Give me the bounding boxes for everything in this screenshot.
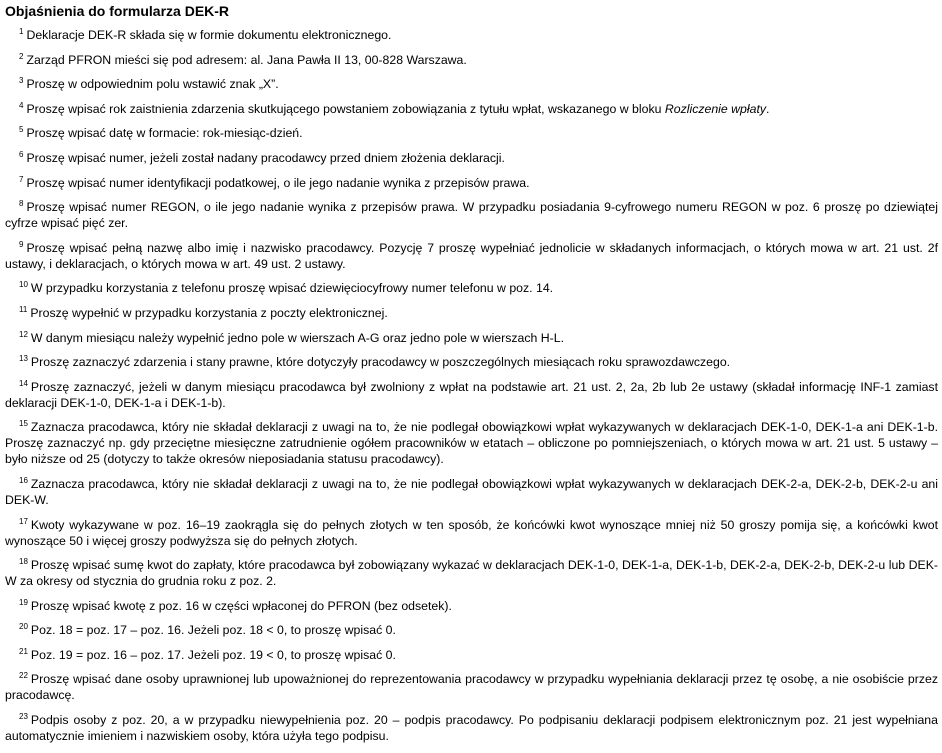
footnote-number: 15 bbox=[19, 419, 28, 429]
footnote-number: 17 bbox=[19, 516, 28, 526]
footnote-number: 4 bbox=[19, 100, 24, 110]
footnote-italic-text: Rozliczenie wpłaty bbox=[664, 101, 767, 116]
footnote-number: 20 bbox=[19, 622, 28, 632]
footnote-item bbox=[5, 476, 938, 508]
footnote-text: Proszę wypełnić w przypadku korzystania z poczty elektronicznej. bbox=[30, 305, 388, 320]
footnote-text: Proszę wpisać numer identyfikacji podatkowej, o ile jego nadanie wynika z przepisów prawa. bbox=[26, 175, 530, 190]
footnote-item bbox=[5, 175, 938, 191]
footnote-item bbox=[5, 125, 938, 141]
footnote-number: 11 bbox=[19, 304, 28, 314]
footnote-text-end: . bbox=[766, 101, 770, 116]
footnote-text: Zaznacza pracodawca, który nie składał deklaracji z uwagi na to, że nie podlegał obowiązkowi wpłat wykazywanych w deklaracjach DEK-1-0, DEK-1-a ani DEK-1-b. Proszę zaznaczyć np. gdy przeciętne miesięczne zatrudnienie ogółem pracowników w etatach – obliczone po pomniejszeniach, o których mowa w art. 21 ust. 5 ustawy – było niższe od 25 (dotyczy to także okresów nieposiadania statusu pracodawcy). bbox=[5, 420, 938, 467]
footnote-number: 14 bbox=[19, 378, 28, 388]
footnote-number: 6 bbox=[19, 149, 24, 159]
footnote-text: Kwoty wykazywane w poz. 16–19 zaokrągla się do pełnych złotych w ten sposób, że końcówki kwot wynoszące mniej niż 50 groszy pomija się, a końcówki kwot wynoszące 50 i więcej groszy podwyższa się do pełnych złotych. bbox=[5, 517, 938, 548]
footnote-item bbox=[5, 240, 938, 272]
footnote-number: 18 bbox=[19, 557, 28, 567]
footnote-number: 8 bbox=[19, 199, 24, 209]
footnote-text: Proszę zaznaczyć, jeżeli w danym miesiącu pracodawca był zwolniony z wpłat na podstawie art. 21 ust. 2, 2a, 2b lub 2e ustawy (składał informację INF-1 zamiast deklaracji DEK-1-0, DEK-1-a i DEK-1-b). bbox=[5, 379, 938, 410]
footnote-text: Proszę zaznaczyć zdarzenia i stany prawne, które dotyczyły pracodawcy w poszczególnych miesiącach roku sprawozdawczego. bbox=[30, 355, 731, 370]
footnote-number: 2 bbox=[19, 51, 24, 61]
footnote-item bbox=[5, 280, 938, 296]
footnote-item bbox=[5, 517, 938, 549]
footnote-text: Poz. 18 = poz. 17 – poz. 16. Jeżeli poz. 18 < 0, to proszę wpisać 0. bbox=[30, 623, 396, 638]
footnote-item bbox=[5, 150, 938, 166]
footnote-item bbox=[5, 598, 938, 614]
footnote-number: 13 bbox=[19, 354, 28, 364]
footnote-number: 7 bbox=[19, 174, 24, 184]
footnote-item bbox=[5, 622, 938, 638]
footnote-number: 10 bbox=[19, 280, 28, 290]
footnote-text: Podpis osoby z poz. 20, a w przypadku niewypełnienia poz. 20 – podpis pracodawcy. Po podpisaniu deklaracji podpisem elektronicznym poz. 21 jest wypełniana automatycznie imieniem i nazwiskiem osoby, która użyła tego podpisu. bbox=[5, 713, 938, 744]
footnote-text: Proszę wpisać rok zaistnienia zdarzenia skutkującego powstaniem zobowiązania z tytułu wpłat, wskazanego w bloku bbox=[26, 101, 665, 116]
footnote-text: Zaznacza pracodawca, który nie składał deklaracji z uwagi na to, że nie podlegał obowiązkowi wpłat wykazywanych w deklaracjach DEK-2-a, DEK-2-b, DEK-2-u ani DEK-W. bbox=[5, 476, 938, 507]
footnote-text: Proszę wpisać dane osoby uprawnionej lub upoważnionej do reprezentowania pracodawcy w przypadku wypełniania deklaracji przez tę osobę, a nie osobiście przez pracodawcę. bbox=[5, 672, 938, 703]
footnote-text: Deklaracje DEK-R składa się w formie dokumentu elektronicznego. bbox=[26, 28, 392, 42]
footnote-text: W danym miesiącu należy wypełnić jedno pole w wierszach A-G oraz jedno pole w wierszach H-L. bbox=[30, 330, 565, 345]
footnote-item bbox=[5, 330, 938, 346]
footnote-item bbox=[5, 101, 938, 117]
footnote-text: Proszę wpisać kwotę z poz. 16 w części wpłaconej do PFRON (bez odsetek). bbox=[30, 598, 452, 613]
footnote-text: Proszę w odpowiednim polu wstawić znak „X”. bbox=[26, 77, 279, 92]
footnote-item bbox=[5, 419, 938, 467]
footnote-number: 16 bbox=[19, 475, 28, 485]
footnote-item bbox=[5, 671, 938, 703]
footnote-number: 19 bbox=[19, 597, 28, 607]
footnote-text: W przypadku korzystania z telefonu proszę wpisać dziewięciocyfrowy numer telefonu w poz. 14. bbox=[30, 281, 554, 296]
footnote-number: 5 bbox=[19, 125, 24, 135]
footnote-number: 9 bbox=[19, 239, 24, 249]
page-title: Objaśnienia do formularza DEK-R bbox=[5, 3, 230, 19]
footnote-item bbox=[5, 76, 938, 92]
notes-list bbox=[5, 27, 938, 744]
footnote-item bbox=[5, 52, 938, 68]
footnote-text: Proszę wpisać datę w formacie: rok-miesiąc-dzień. bbox=[26, 126, 303, 141]
footnote-text: Proszę wpisać pełną nazwę albo imię i nazwisko pracodawcy. Pozycję 7 proszę wypełniać jednolicie w składanych informacjach, o których mowa w art. 21 ust. 2f ustawy, i deklaracjach, o których mowa w art. 49 ust. 2 ustawy. bbox=[5, 240, 938, 271]
footnote-item bbox=[5, 379, 938, 411]
footnote-item bbox=[5, 27, 938, 43]
footnote-item bbox=[5, 305, 938, 321]
footnote-text: Proszę wpisać sumę kwot do zapłaty, które pracodawca był zobowiązany wykazać w deklaracjach DEK-1-0, DEK-1-a, DEK-1-b, DEK-2-a, DEK-2-b, DEK-2-u lub DEK-W za okresy od stycznia do grudnia roku z poz. 2. bbox=[5, 558, 938, 589]
footnote-number: 22 bbox=[19, 671, 28, 681]
footnote-number: 1 bbox=[19, 27, 24, 36]
footnote-text: Proszę wpisać numer REGON, o ile jego nadanie wynika z przepisów prawa. W przypadku posiadania 9-cyfrowego numeru REGON w poz. 6 proszę po dziewiątej cyfrze wpisać pięć zer. bbox=[5, 200, 938, 231]
footnote-number: 23 bbox=[19, 712, 28, 722]
footnote-number: 12 bbox=[19, 329, 28, 339]
footnote-item bbox=[5, 557, 938, 589]
footnote-text: Proszę wpisać numer, jeżeli został nadany pracodawcy przed dniem złożenia deklaracji. bbox=[26, 150, 505, 165]
footnote-item bbox=[5, 712, 938, 744]
footnote-item bbox=[5, 354, 938, 370]
footnote-text: Zarząd PFRON mieści się pod adresem: al. Jana Pawła II 13, 00-828 Warszawa. bbox=[26, 52, 467, 67]
footnote-number: 21 bbox=[19, 646, 28, 656]
footnote-item bbox=[5, 199, 938, 231]
footnote-item bbox=[5, 647, 938, 663]
footnote-number: 3 bbox=[19, 76, 24, 86]
footnote-text: Poz. 19 = poz. 16 – poz. 17. Jeżeli poz. 19 < 0, to proszę wpisać 0. bbox=[30, 647, 396, 662]
